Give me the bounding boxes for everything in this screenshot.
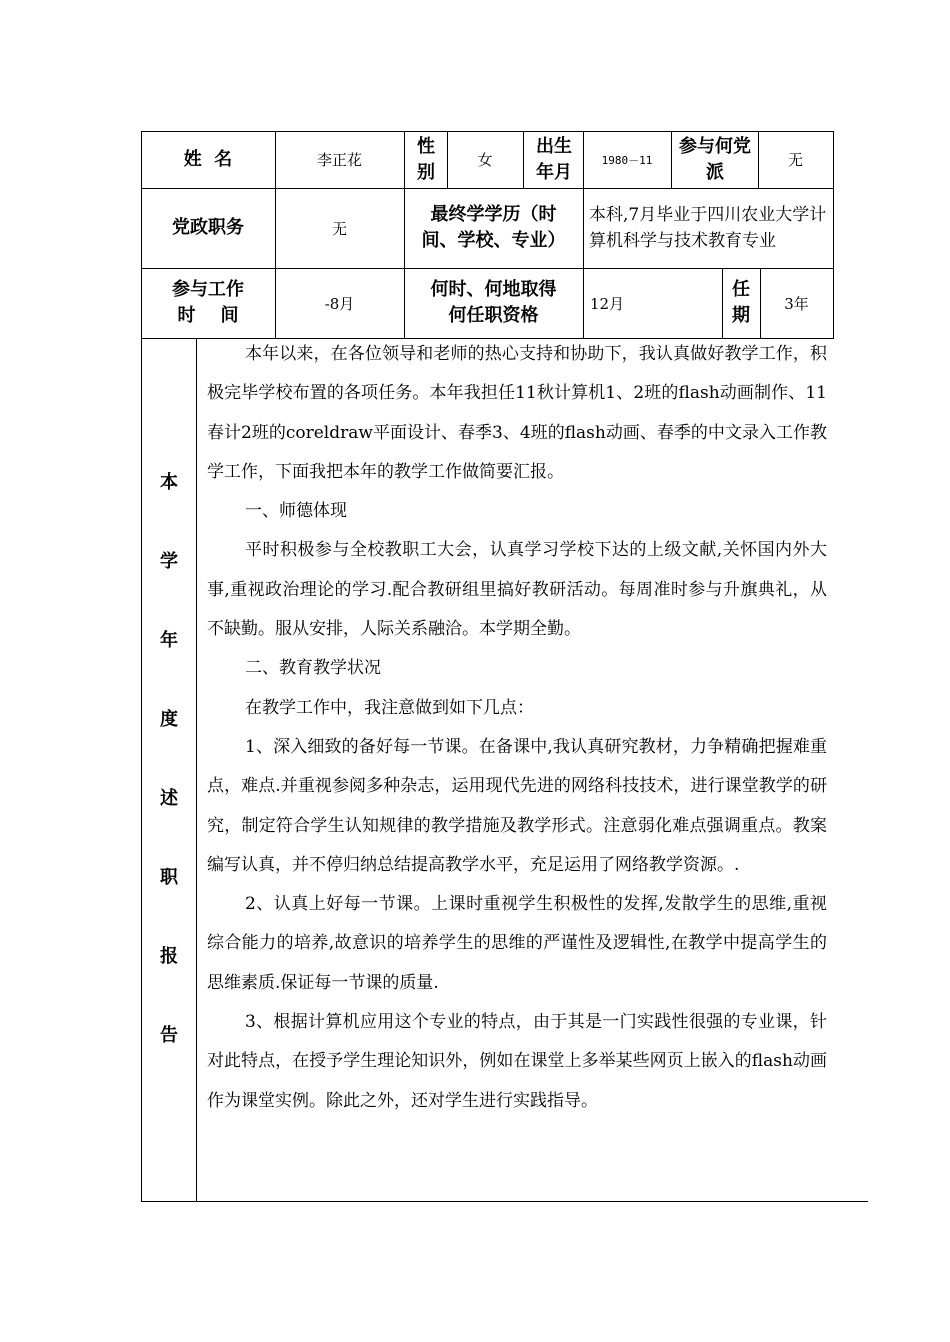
term-value: 3年	[784, 294, 809, 313]
report-side-char: 报	[160, 946, 178, 967]
report-paragraph: 在教学工作中，我注意做到如下几点：	[245, 697, 534, 718]
report-paragraph: 3、根据计算机应用这个专业的特点，由于其是一门实践性很强的专业课，针对此特点，在授予学生理论知识外，例如在课堂上多举某些网页上嵌入的flash动画作为课堂实例。除此之外，还对学生进行实践指导。	[207, 1012, 827, 1111]
report-side-char: 告	[160, 1025, 178, 1046]
report-section-heading: 一、师德体现	[245, 501, 347, 522]
report-divider	[196, 338, 197, 1202]
education-label: 最终学学历（时间、学校、专业）	[421, 204, 566, 251]
position-value: 无	[331, 219, 347, 238]
report-section-heading: 二、教育教学状况	[245, 658, 381, 679]
qualification-value: 12月	[590, 294, 625, 313]
gender-label: 性别	[417, 135, 435, 183]
term-label: 任期	[732, 279, 750, 326]
col-divider	[722, 268, 723, 338]
report-paragraph: 1、深入细致的备好每一节课。在备课中,我认真研究教材，力争精确把握难重点，难点.并重视参阅多种杂志，运用现代先进的网络科技技术，进行课堂教学的研究，制定符合学生认知规律的教学措施及教学形式。注意弱化难点强调重点。教案编写认真，并不停归纳总结提高教学水平，充足运用了网络教学资源。.	[207, 736, 827, 875]
col-divider	[523, 131, 524, 188]
table-bottom-border	[141, 1201, 868, 1202]
education-value: 本科,7月毕业于四川农业大学计算机科学与技术教育专业	[589, 205, 827, 251]
report-paragraph: 平时积极参与全校教职工大会，认真学习学校下达的上级文献,关怀国内外大事,重视政治理论的学习.配合教研组里搞好教研活动。每周准时参与升旗典礼，从不缺勤。服从安排，人际关系融洽。本学期全勤。	[207, 540, 827, 640]
report-side-char: 年	[160, 630, 178, 651]
table-right-border	[833, 131, 834, 338]
report-body	[207, 335, 827, 1121]
qualification-label: 何时、何地取得何任职资格	[430, 279, 557, 326]
report-side-char: 度	[160, 709, 178, 730]
party-value: 无	[787, 151, 803, 169]
birth-label: 出生年月	[536, 135, 572, 183]
work-start-label: 参与工作时 间	[172, 279, 244, 326]
name-label: 姓 名	[183, 148, 233, 170]
birth-value: 1980－11	[601, 153, 653, 167]
name-value: 李正花	[316, 151, 362, 169]
col-divider	[671, 131, 672, 188]
position-label: 党政职务	[172, 217, 244, 238]
report-side-char: 学	[160, 551, 178, 572]
report-side-char: 职	[160, 867, 178, 888]
report-paragraph: 2、认真上好每一节课。上课时重视学生积极性的发挥,发散学生的思维,重视综合能力的培养,故意识的培养学生的思维的严谨性及逻辑性,在教学中提高学生的思维素质.保证每一节课的质量.	[207, 894, 827, 993]
party-label: 参与何党 派	[679, 135, 751, 183]
work-start-value: -8月	[324, 294, 355, 313]
gender-value: 女	[477, 151, 493, 169]
report-side-char: 述	[160, 788, 178, 809]
report-paragraph: 本年以来，在各位领导和老师的热心支持和协助下，我认真做好教学工作，积极完毕学校布置的各项任务。本年我担任11秋计算机1、2班的flash动画制作、11春计2班的coreldraw平面设计、春季3、4班的flash动画、春季的中文录入工作教学工作，下面我把本年的教学工作做简要汇报。	[207, 344, 827, 482]
report-side-char: 本	[160, 472, 178, 493]
